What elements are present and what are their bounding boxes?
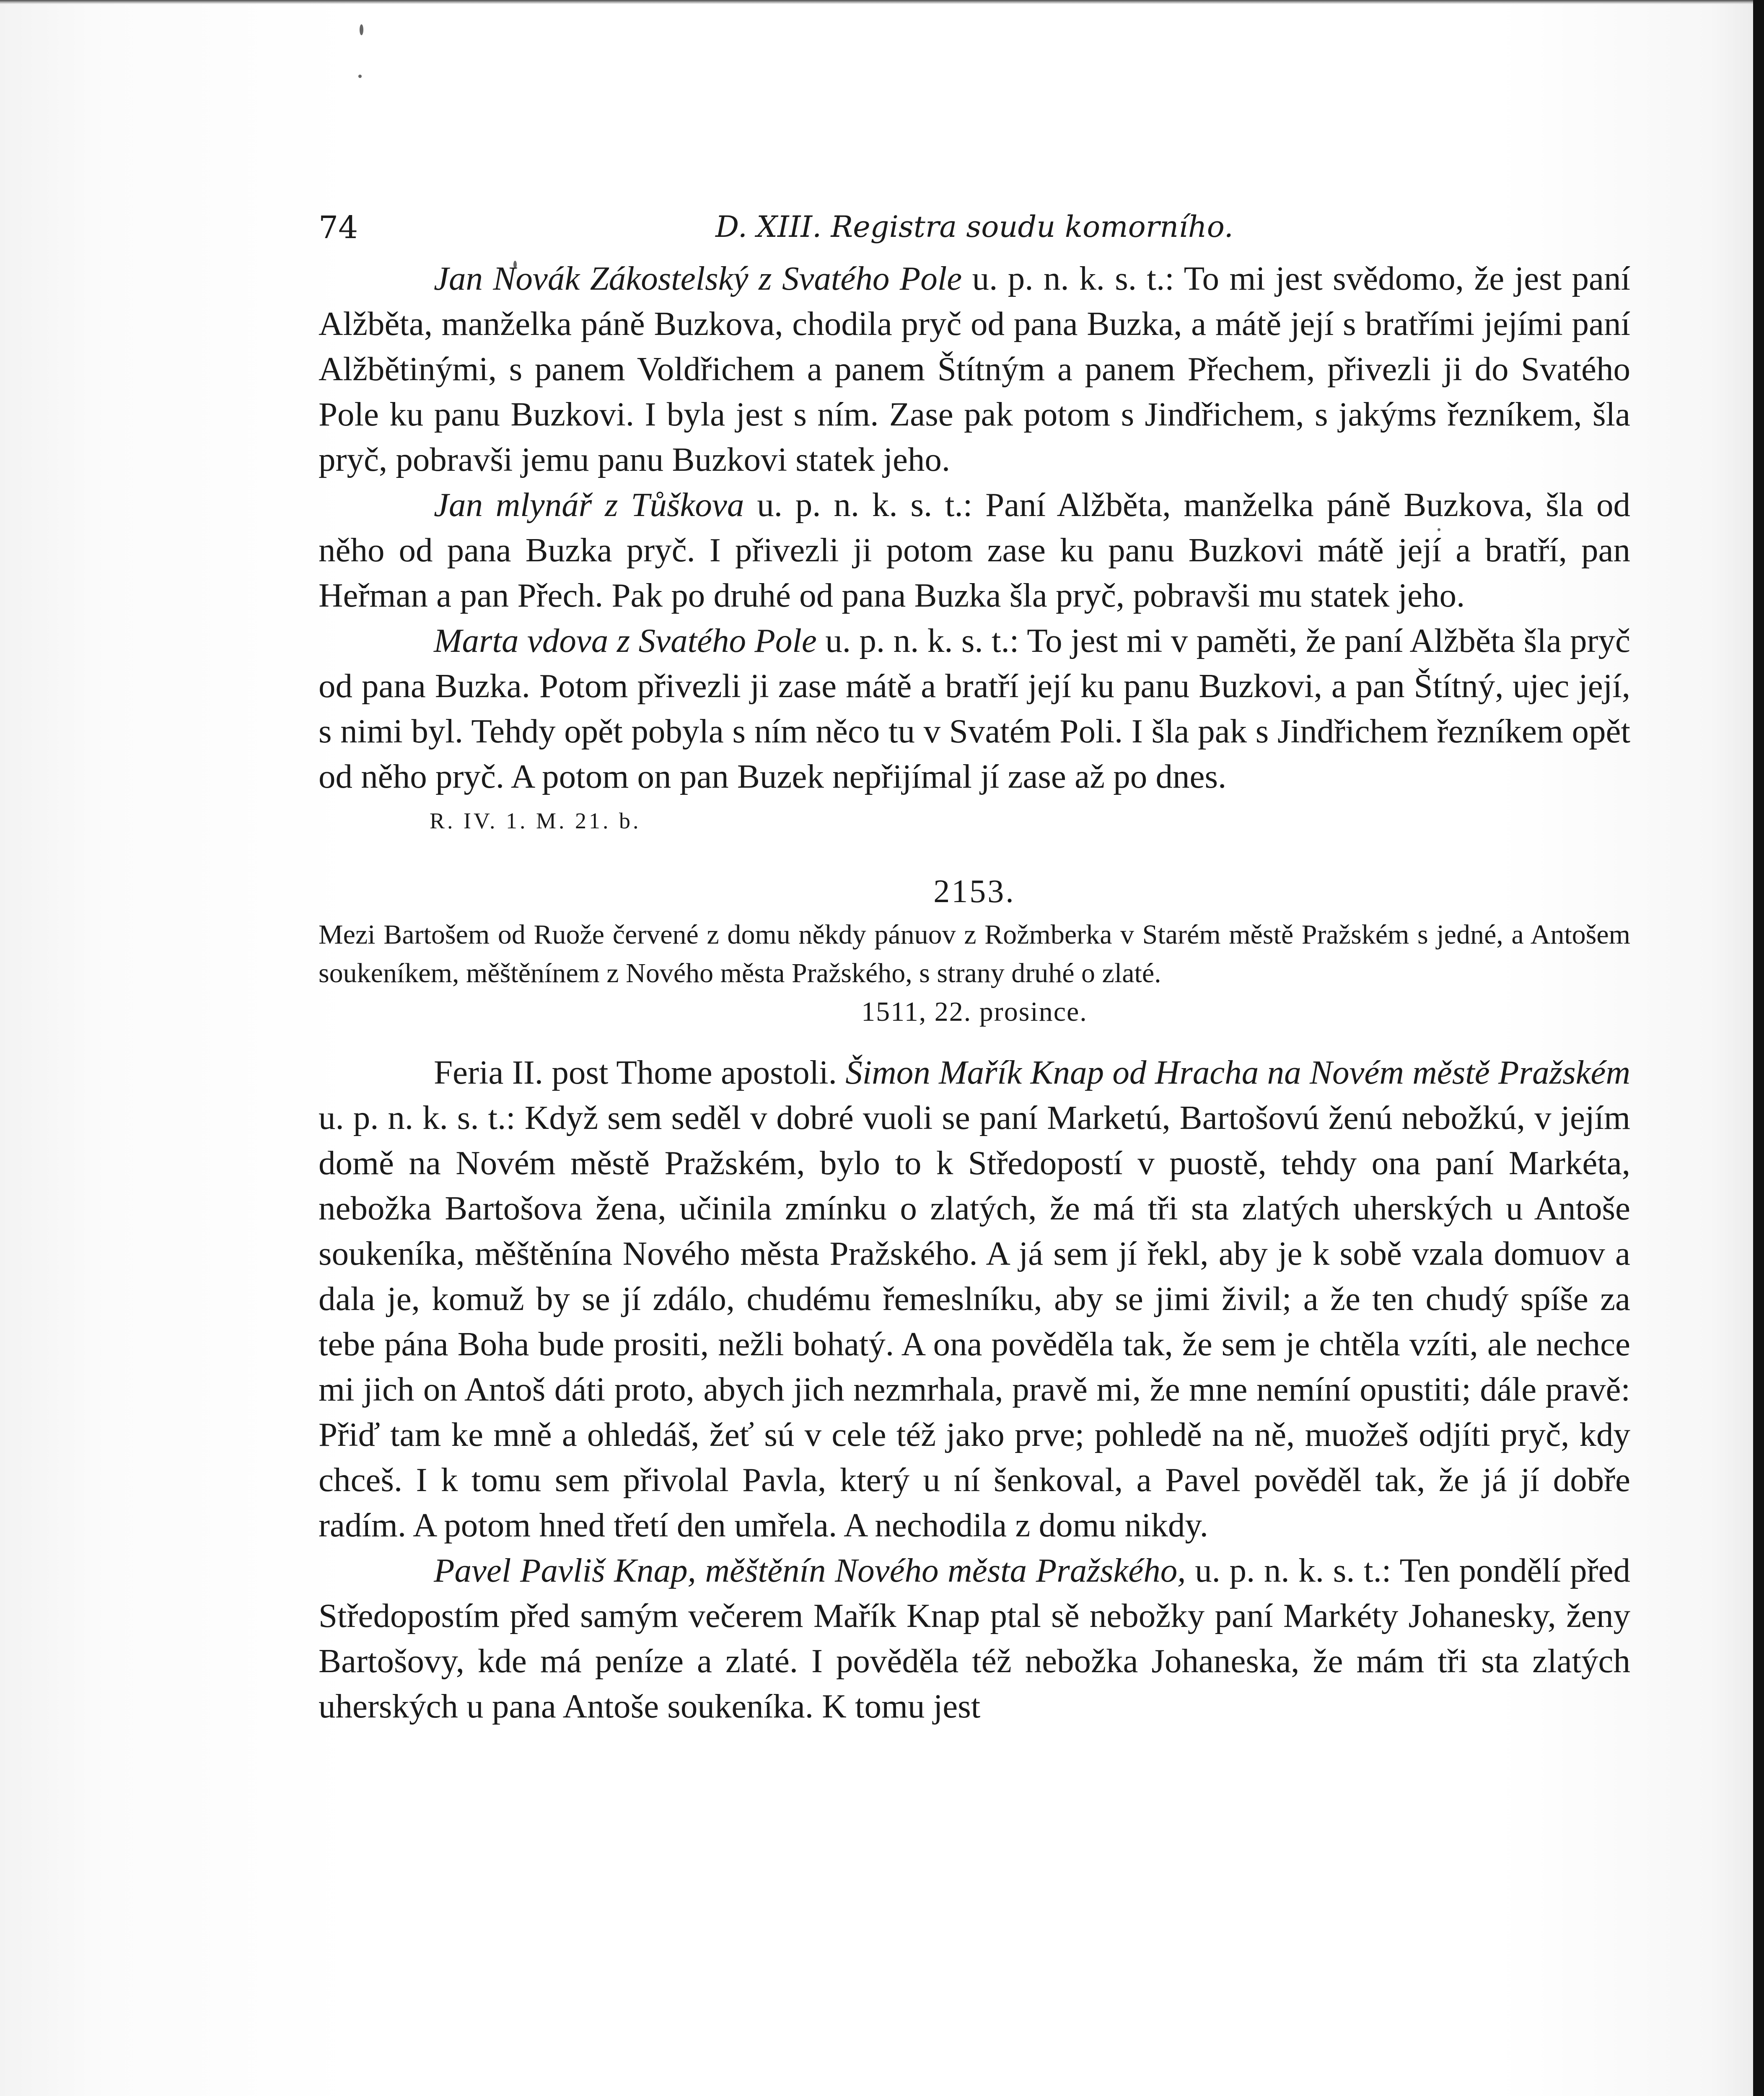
session-date: Feria II. post Thome apostoli.	[434, 1053, 846, 1091]
testimony-text: Když sem seděl v dobré vuoli se paní Marketú, Bartošovú ženú nebožkú, v jejím domě na Novém městě Pražském, bylo to k Středopostí v puostě, tehdy ona paní Markéta, nebožka Bartošova žena, učinila zmínku o zlatých, že má tři sta zlatých uherských u Antoše soukeníka, měštěnína Nového města Pražského. A já sem jí řekl, aby je k sobě vzala domuov a dala je, komuž by se jí zdálo, chudému řemeslníku, aby se jimi živil; a že ten chudý spíše za tebe pána Boha bude prositi, nežli bohatý. A ona pověděla tak, že sem je chtěla vzíti, ale nechce mi jich on Antoš dáti proto, abych jich nezmrhala, pravě mi, že mne nemíní opustiti; dále pravě: Přiď tam ke mně a ohledáš, žeť sú v cele též jako prve; pohledě na ně, muožeš odjíti pryč, kdy chceš. I k tomu sem přivolal Pavla, který u ní šenkoval, a Pavel pověděl tak, že já jí dobře radím. A potom hned třetí den umřela. A nechodila z domu nikdy.	[319, 1099, 1630, 1544]
scan-right-edge	[1753, 0, 1764, 2096]
testimony-paragraph	[319, 482, 1630, 618]
scan-speck	[360, 24, 363, 35]
testimony-text: To mi jest svědomo, že jest paní Alžběta, manželka páně Buzkova, chodila pryč od pana Buzka, a mátě její s bratřími jejími paní Alžbětinými, s panem Voldřichem a panem Štítným a panem Přechem, přivezli ji do Svatého Pole ku panu Buzkovi. I byla jest s ním. Zase pak potom s Jindřichem, s jakýms řezníkem, šla pryč, pobravši jemu panu Buzkovi statek jeho.	[319, 259, 1630, 478]
oath-formula: u. p. n. k. s. t.:	[816, 622, 1027, 659]
testimony-paragraph	[319, 1050, 1630, 1548]
oath-formula: u. p. n. k. s. t.:	[1186, 1551, 1400, 1589]
testimony-paragraph	[319, 1548, 1630, 1729]
entry-date: 1511, 22. prosince.	[861, 996, 1088, 1027]
testimony-paragraph	[319, 618, 1630, 799]
testimony-text: Paní Alžběta, manželka páně Buzkova, šla od něho od pana Buzka pryč. I přivezli ji potom zase ku panu Buzkovi mátě její a bratří, pan Heřman a pan Přech. Pak po druhé od pana Buzka šla pryč, pobravši mu statek jeho.	[319, 486, 1631, 614]
witness-name: Jan mlynář z Tůškova	[434, 486, 744, 524]
spacer	[319, 1031, 1630, 1050]
entry-regest: Mezi Bartošem od Ruože červené z domu někdy pánuov z Rožmberka v Starém městě Pražském s jedné, a Antošem soukeníkem, měštěnínem z Nového města Pražského, s strany druhé o zlaté.	[319, 919, 1630, 988]
book-page	[319, 197, 1630, 1729]
testimony-text: Ten pondělí před Středopostím před samým večerem Mařík Knap ptal sě nebožky paní Markéty Johanesky, ženy Bartošovy, kde má peníze a zlaté. I pověděla též nebožka Johaneska, že mám tři sta zlatých uherských u pana Antoše soukeníka. K tomu jest	[319, 1551, 1630, 1725]
page-number: 74	[319, 210, 358, 246]
testimony-paragraph	[319, 256, 1630, 482]
oath-formula: u. p. n. k. s. t.:	[319, 1099, 525, 1136]
scan-top-edge	[0, 0, 1764, 4]
witness-name: Pavel Pavliš Knap, měštěnín Nového města Pražského,	[434, 1551, 1186, 1589]
running-title: D. XIII. Registra soudu komorního.	[715, 210, 1233, 244]
oath-formula: u. p. n. k. s. t.:	[962, 259, 1184, 297]
witness-name: Marta vdova z Svatého Pole	[434, 622, 817, 659]
testimony-text: To jest mi v paměti, že paní Alžběta šla pryč od pana Buzka. Potom přivezli ji zase mátě a bratří její ku panu Buzkovi, a pan Štítný, ujec její, s nimi byl. Tehdy opět pobyla s ním něco tu v Svatém Poli. I šla pak s Jindřichem řezníkem opět od něho pryč. A potom on pan Buzek nepřijímal jí zase až po dnes.	[319, 622, 1630, 795]
witness-name: Šimon Mařík Knap od Hracha na Novém městě Pražském	[845, 1053, 1630, 1091]
scan-speck	[358, 75, 362, 78]
page-header	[319, 197, 1630, 256]
source-reference: R. IV. 1. M. 21. b.	[430, 808, 641, 833]
entry-number: 2153.	[933, 873, 1015, 909]
witness-name: Jan Novák Zákostelský z Svatého Pole	[434, 259, 962, 297]
oath-formula: u. p. n. k. s. t.:	[744, 486, 986, 524]
